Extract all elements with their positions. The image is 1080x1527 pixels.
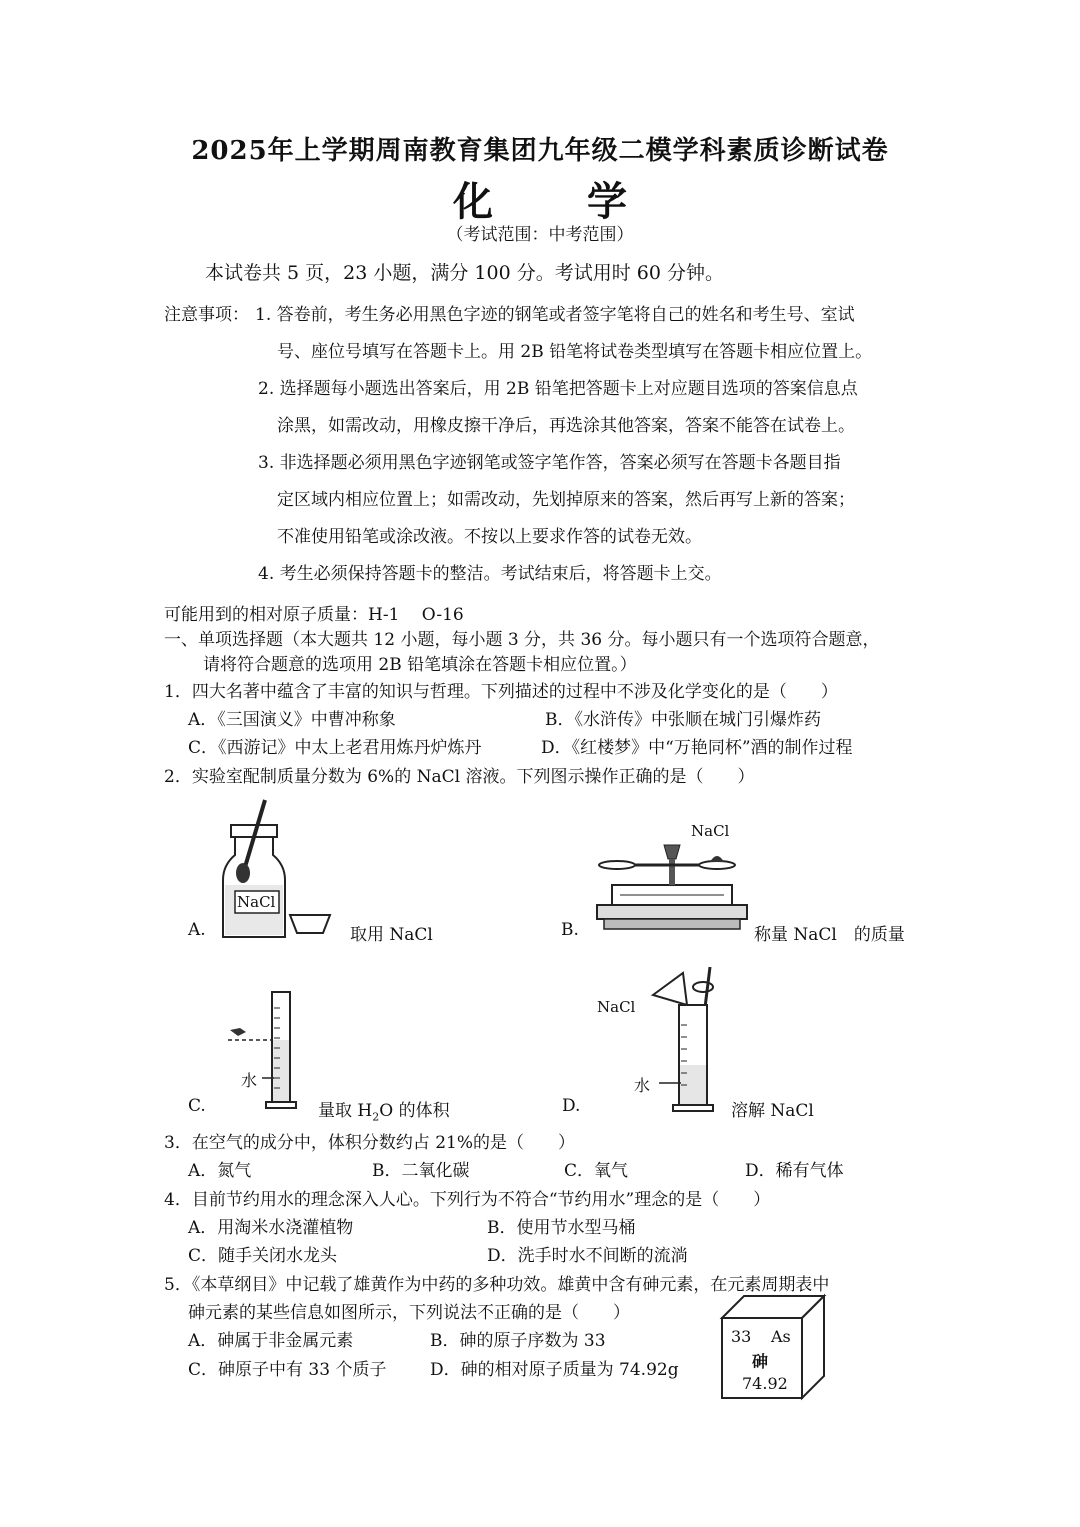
section-heading: 一、单项选择题（本大题共 12 小题，每小题 3 分，共 36 分。每小题只有一个选项符合题意， bbox=[164, 630, 880, 650]
q4-option-a: A．用淘米水浇灌植物 bbox=[188, 1218, 354, 1238]
note-line: 定区域内相应位置上；如需改动，先划掉原来的答案，然后再写上新的答案； bbox=[277, 490, 855, 510]
q1-option-b: B．《水浒传》中张顺在城门引爆炸药 bbox=[545, 710, 821, 730]
q2-a-letter: A. bbox=[188, 920, 206, 940]
q5-option-a: A．砷属于非金属元素 bbox=[188, 1331, 354, 1351]
q3-option-b: B．二氧化碳 bbox=[372, 1161, 470, 1181]
element-name: 砷 bbox=[752, 1352, 769, 1371]
graduated-cylinder-figure bbox=[222, 988, 312, 1112]
q2-d-caption: 溶解 NaCl bbox=[731, 1101, 814, 1121]
q2-d-letter: D. bbox=[562, 1096, 581, 1116]
q5-option-c: C．砷原子中有 33 个质子 bbox=[188, 1360, 387, 1380]
q1-option-a: A．《三国演义》中曹冲称象 bbox=[188, 710, 396, 730]
q4-stem: 4．目前节约用水的理念深入人心。下列行为不符合“节约用水”理念的是（ ） bbox=[164, 1190, 771, 1210]
q4-option-d: D．洗手时水不间断的流淌 bbox=[487, 1246, 688, 1266]
q4-option-b: B．使用节水型马桶 bbox=[487, 1218, 636, 1238]
note-line: 2. 选择题每小题选出答案后，用 2B 铅笔把答题卡上对应题目选项的答案信息点 bbox=[258, 379, 858, 399]
q3-stem: 3．在空气的成分中，体积分数约占 21%的是（ ） bbox=[164, 1133, 576, 1153]
q2-d-nacl-label: NaCl bbox=[597, 998, 636, 1016]
q3-option-a: A．氮气 bbox=[188, 1161, 252, 1181]
subject-title: 化 学 bbox=[453, 178, 667, 225]
q5-option-b: B．砷的原子序数为 33 bbox=[430, 1331, 606, 1351]
q2-stem: 2．实验室配制质量分数为 6%的 NaCl 溶液。下列图示操作正确的是（ ） bbox=[164, 767, 755, 787]
notes-label: 注意事项： bbox=[164, 305, 249, 325]
q5-option-d: D．砷的相对原子质量为 74.92g bbox=[430, 1360, 679, 1380]
dissolving-figure bbox=[645, 965, 725, 1115]
note-line: 4. 考生必须保持答题卡的整洁。考试结束后，将答题卡上交。 bbox=[258, 564, 722, 584]
exam-info: 本试卷共 5 页，23 小题，满分 100 分。考试用时 60 分钟。 bbox=[205, 262, 724, 284]
q2-c-water-label: 水 bbox=[241, 1071, 258, 1090]
q2-a-bottle-label: NaCl bbox=[237, 893, 276, 911]
section-heading-cont: 请将符合题意的选项用 2B 铅笔填涂在答题卡相应位置。） bbox=[203, 655, 637, 675]
q2-a-caption: 取用 NaCl bbox=[350, 925, 433, 945]
q5-stem-cont: 砷元素的某些信息如图所示，下列说法不正确的是（ ） bbox=[188, 1303, 630, 1323]
q2-d-water-label: 水 bbox=[634, 1076, 651, 1095]
note-line: 涂黑，如需改动，用橡皮擦干净后，再选涂其他答案，答案不能答在试卷上。 bbox=[277, 416, 855, 436]
note-line: 1. 答卷前，考生务必用黑色字迹的钢笔或者签字笔将自己的姓名和考生号、室试 bbox=[255, 305, 855, 325]
exam-scope: （考试范围：中考范围） bbox=[446, 225, 634, 245]
note-line: 号、座位号填写在答题卡上。用 2B 铅笔将试卷类型填写在答题卡相应位置上。 bbox=[277, 342, 873, 362]
balance-figure bbox=[592, 835, 752, 935]
note-line: 3. 非选择题必须用黑色字迹钢笔或签字笔作答，答案必须写在答题卡各题目指 bbox=[258, 453, 841, 473]
element-mass: 74.92 bbox=[742, 1374, 788, 1393]
element-symbol: As bbox=[771, 1327, 791, 1346]
note-line: 不准使用铅笔或涂改液。不按以上要求作答的试卷无效。 bbox=[277, 527, 702, 547]
q2-c-letter: C. bbox=[188, 1096, 206, 1116]
q5-stem: 5．《本草纲目》中记载了雄黄作为中药的多种功效。雄黄中含有砷元素，在元素周期表中 bbox=[164, 1275, 830, 1295]
exam-title: 2025年上学期周南教育集团九年级二模学科素质诊断试卷 bbox=[191, 136, 889, 166]
q3-option-d: D．稀有气体 bbox=[745, 1161, 844, 1181]
q2-c-caption: 量取 $H_2O$ 的体积 bbox=[318, 1101, 450, 1124]
q1-option-d: D．《红楼梦》中“万艳同杯”酒的制作过程 bbox=[541, 738, 853, 758]
element-number: 33 bbox=[731, 1327, 752, 1346]
q1-option-c: C．《西游记》中太上老君用炼丹炉炼丹 bbox=[188, 738, 482, 758]
reagent-bottle-figure bbox=[215, 795, 355, 945]
atomic-mass: 可能用到的相对原子质量：H-1 O-16 bbox=[164, 605, 464, 625]
q2-b-letter: B. bbox=[561, 920, 579, 940]
q4-option-c: C．随手关闭水龙头 bbox=[188, 1246, 338, 1266]
q1-stem: 1．四大名著中蕴含了丰富的知识与哲理。下列描述的过程中不涉及化学变化的是（ ） bbox=[164, 682, 838, 702]
q2-b-nacl-label: NaCl bbox=[691, 822, 730, 840]
q2-b-caption: 称量 NaCl 的质量 bbox=[754, 925, 905, 945]
q3-option-c: C．氧气 bbox=[564, 1161, 629, 1181]
